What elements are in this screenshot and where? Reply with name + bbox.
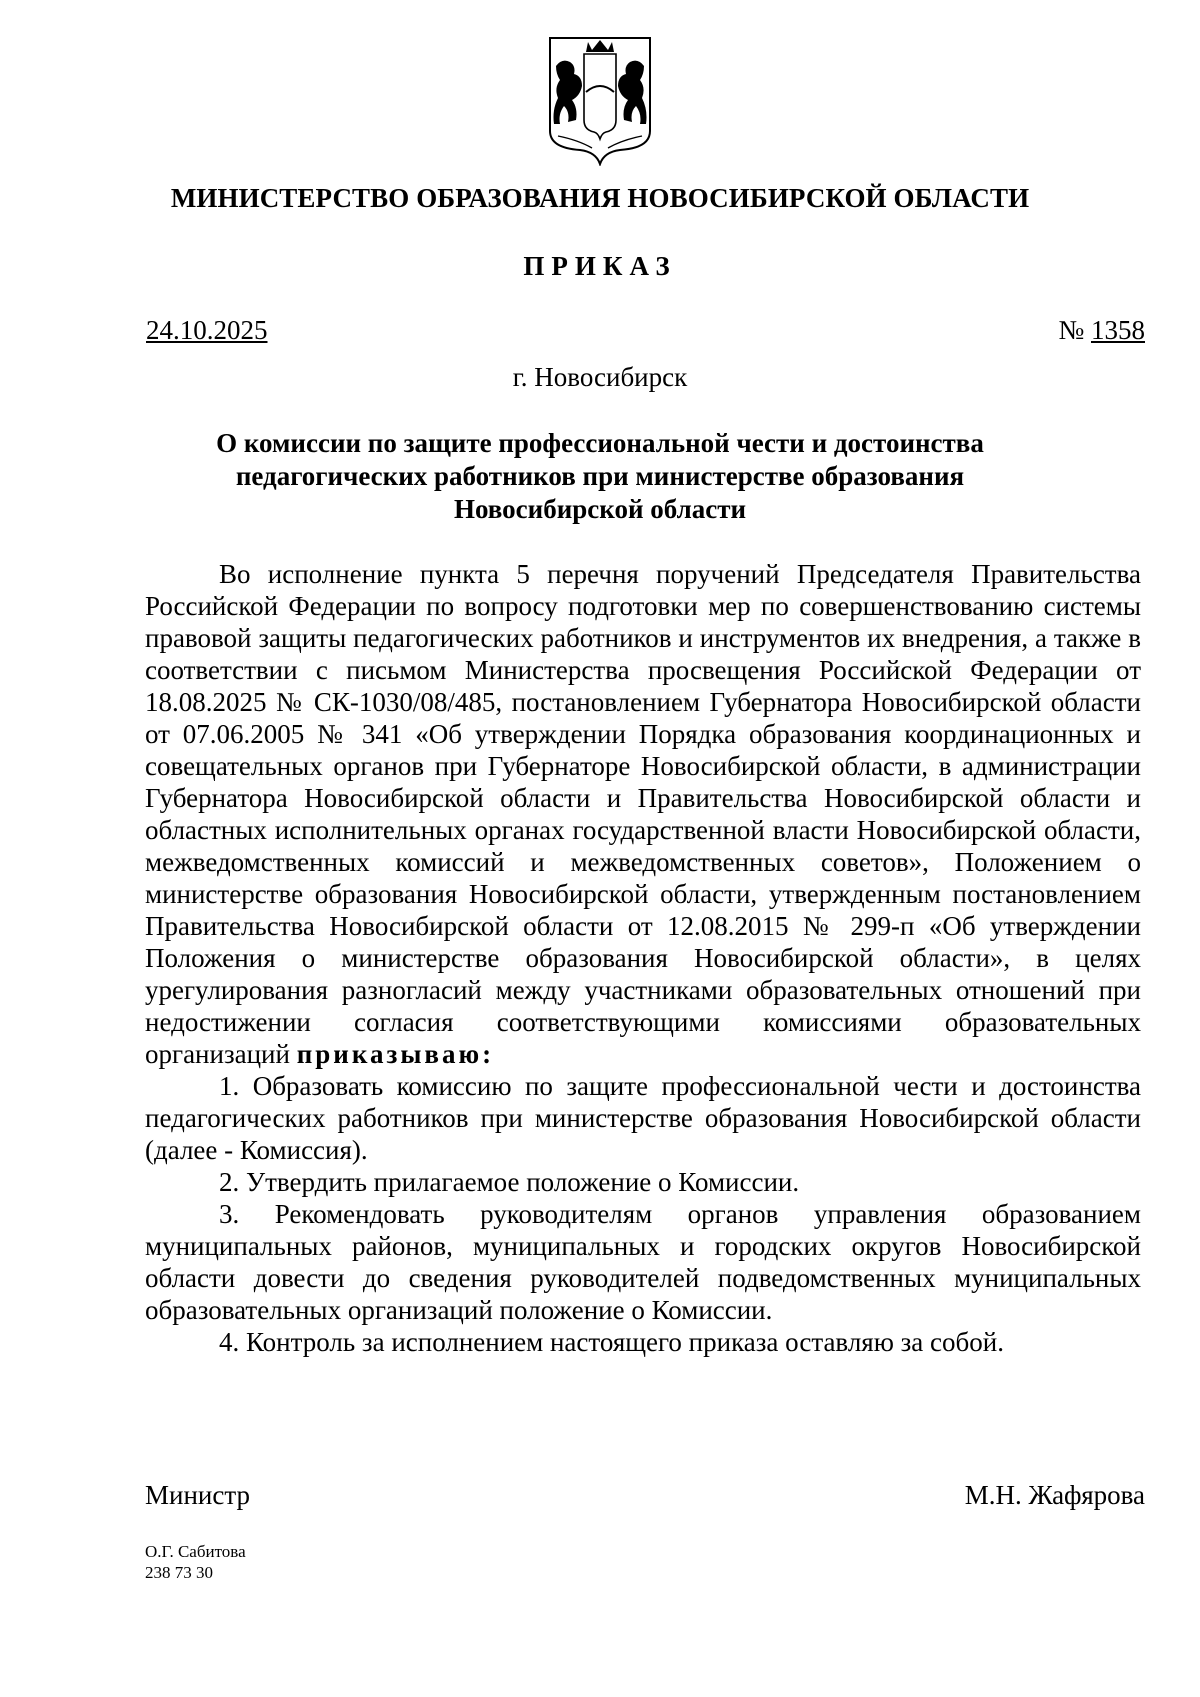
order-item: 4. Контроль за исполнением настоящего приказа оставляю за собой. bbox=[219, 1327, 1004, 1357]
document-type: ПРИКАЗ bbox=[523, 251, 677, 281]
order-item: 3. Рекомендовать руководителям органов управления образованием муниципальных районов, муниципальных и городских округов Новосибирской области довести до сведения руководителей подведомственных муниципальных образовательных организаций положение о Комиссии. bbox=[145, 1199, 1141, 1325]
order-number bbox=[1058, 315, 1145, 346]
order-item: 2. Утвердить прилагаемое положение о Комиссии. bbox=[219, 1167, 800, 1197]
number-value: 1358 bbox=[1091, 315, 1145, 345]
executor-phone: 238 73 30 bbox=[145, 1563, 213, 1582]
signatory-name: М.Н. Жафярова bbox=[964, 1480, 1145, 1510]
order-subject bbox=[180, 427, 1020, 526]
order-date: 24.10.2025 bbox=[146, 315, 268, 345]
executor-block bbox=[145, 1541, 246, 1583]
coat-of-arms-icon bbox=[548, 36, 652, 166]
order-word: приказываю: bbox=[296, 1039, 495, 1069]
subject-line: педагогических работников при министерстве образования bbox=[235, 461, 965, 491]
subject-line: О комиссии по защите профессиональной чести и достоинства bbox=[216, 428, 984, 458]
ministry-title: МИНИСТЕРСТВО ОБРАЗОВАНИЯ НОВОСИБИРСКОЙ ОБЛАСТИ bbox=[170, 183, 1030, 213]
order-item: 1. Образовать комиссию по защите профессиональной чести и достоинства педагогических работников при министерстве образования Новосибирской области (далее - Комиссия). bbox=[145, 1071, 1141, 1165]
executor-name: О.Г. Сабитова bbox=[145, 1542, 246, 1561]
order-body bbox=[145, 558, 1141, 1358]
preamble-text: Во исполнение пункта 5 перечня поручений Председателя Правительства Российской Федерации по вопросу подготовки мер по совершенствованию системы правовой защиты педагогических работников и инструментов их внедрения, а также в соответствии с письмом Министерства просвещения Российской Федерации от 18.08.2025 № СК-1030/08/485, постановлением Губернатора Новосибирской области от 07.06.2005 № 341 «Об утверждении Порядка образования координационных и совещательных органов при Губернаторе Новосибирской области, в администрации Губернатора Новосибирской области и Правительства Новосибирской области и областных исполнительных органах государственной власти Новосибирской области, межведомственных комиссий и межведомственных советов», Положением о министерстве образования Новосибирской области, утвержденным постановлением Правительства Новосибирской области от 12.08.2015 № 299-п «Об утверждении Положения о министерстве образования Новосибирской области», в целях урегулирования разногласий между участниками образовательных отношений при недостижении согласия соответствующими комиссиями образовательных организаций bbox=[145, 559, 1141, 1069]
preamble-paragraph bbox=[145, 558, 1141, 1070]
number-prefix: № bbox=[1058, 315, 1085, 345]
subject-line: Новосибирской области bbox=[453, 494, 747, 524]
city: г. Новосибирск bbox=[512, 362, 688, 392]
signatory-role: Министр bbox=[145, 1480, 250, 1510]
